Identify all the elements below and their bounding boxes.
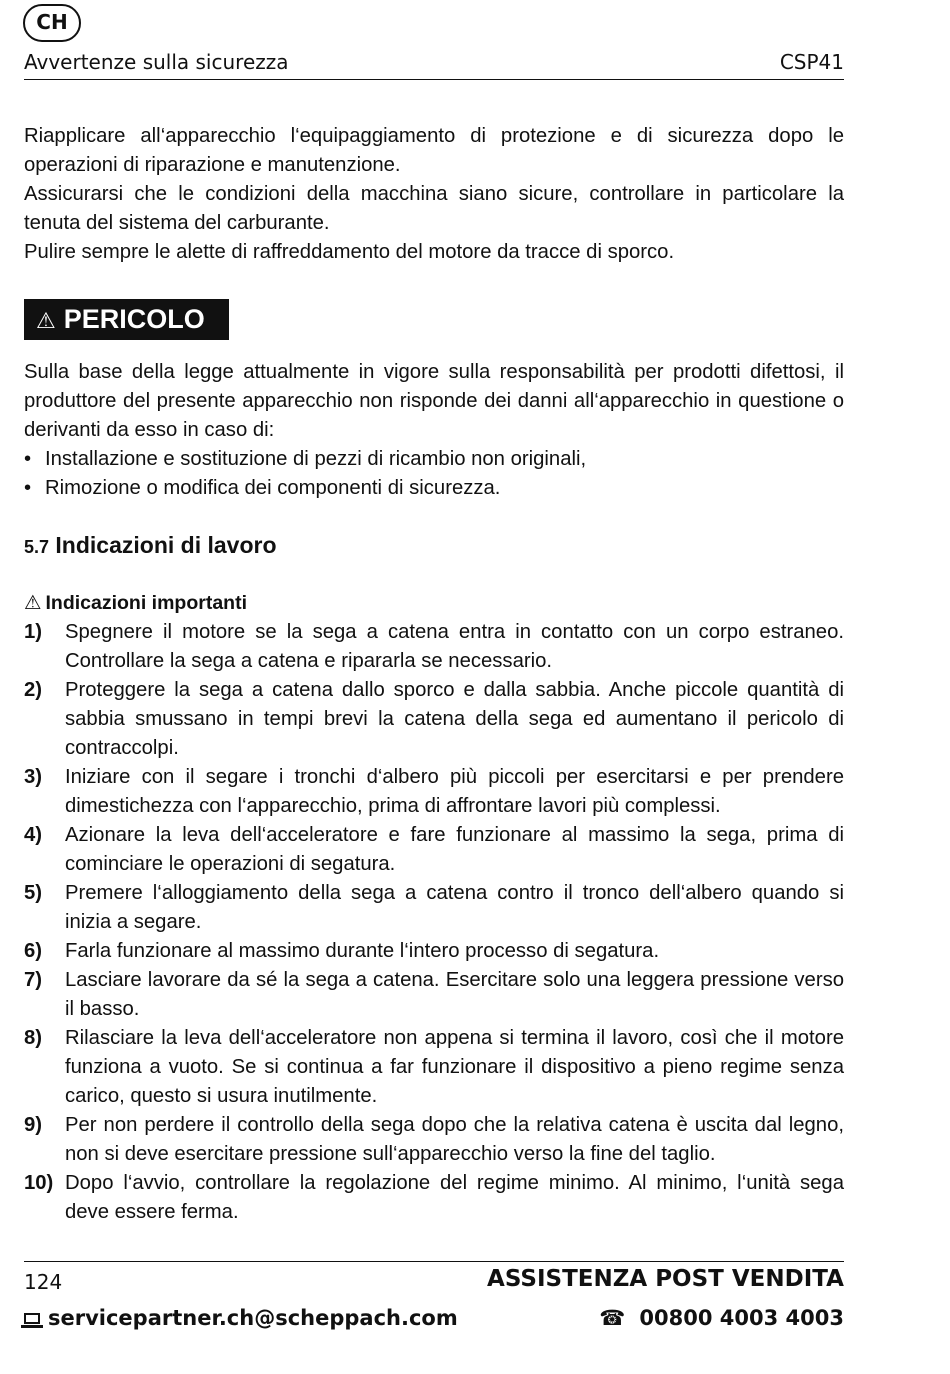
important-title: Indicazioni importanti <box>45 592 247 614</box>
list-item: 6) Farla funzionare al massimo durante l‘intero processo di segatura. <box>24 940 660 962</box>
header-model: CSP41 <box>779 50 844 74</box>
list-item: 1) Spegnere il motore se la sega a catena entra in contatto con un corpo estraneo. Controllare la sega a catena e ripararla se necessario. <box>24 621 844 672</box>
list-item: • Rimozione o modifica dei componenti di sicurezza. <box>24 477 501 499</box>
section-heading <box>24 531 844 560</box>
instruction-list <box>24 618 844 1227</box>
list-item: 5) Premere l‘alloggiamento della sega a catena contro il tronco dell‘albero quando si inizia a segare. <box>24 882 844 933</box>
email-link[interactable]: servicepartner.ch@scheppach.com <box>48 1306 458 1330</box>
list-item: 10) Dopo l‘avvio, controllare la regolazione del regime minimo. Al minimo, l‘unità sega deve essere ferma. <box>24 1172 844 1223</box>
list-item: 2) Proteggere la sega a catena dallo sporco e dalla sabbia. Anche piccole quantità di sabbia smussano in tempi brevi la catena della sega ed aumentano il pericolo di contraccolpi. <box>24 679 844 759</box>
list-item: 4) Azionare la leva dell‘acceleratore e fare funzionare al massimo la sega, prima di cominciare le operazioni di segatura. <box>24 824 844 875</box>
page-content <box>24 122 844 1227</box>
service-phone <box>599 1306 844 1330</box>
danger-label-text: PERICOLO <box>63 304 205 334</box>
telephone-icon: ☎ <box>599 1306 626 1330</box>
intro-paragraph: Pulire sempre le alette di raffreddamento del motore da tracce di sporco. <box>24 241 675 263</box>
country-badge: CH <box>23 4 81 42</box>
page-number: 124 <box>24 1270 63 1294</box>
intro-paragraph: Assicurarsi che le condizioni della macchina siano sicure, controllare in particolare la tenuta del sistema del carburante. <box>24 183 844 234</box>
service-title: ASSISTENZA POST VENDITA <box>487 1266 844 1292</box>
phone-number: 00800 4003 4003 <box>639 1306 844 1330</box>
section-title: Indicazioni di lavoro <box>55 532 277 558</box>
important-heading <box>24 589 844 618</box>
danger-bullet-list <box>24 445 844 503</box>
warning-triangle-icon: ⚠ <box>24 592 42 614</box>
header-divider <box>24 79 844 80</box>
list-item: 7) Lasciare lavorare da sé la sega a catena. Esercitare solo una leggera pressione verso il basso. <box>24 969 844 1020</box>
list-item: 9) Per non perdere il controllo della sega dopo che la relativa catena è uscita dal legno, non si deve esercitare pressione sull‘apparecchio verso la fine del taglio. <box>24 1114 844 1165</box>
list-item: • Installazione e sostituzione di pezzi di ricambio non originali, <box>24 448 587 470</box>
footer-divider <box>24 1261 844 1262</box>
warning-triangle-icon: ⚠ <box>36 308 56 333</box>
section-number: 5.7 <box>24 537 50 557</box>
header-section-title: Avvertenze sulla sicurezza <box>24 50 289 74</box>
laptop-icon <box>24 1313 40 1324</box>
list-item: 8) Rilasciare la leva dell‘acceleratore non appena si termina il lavoro, così che il motore funziona a vuoto. Se si continua a far funzionare il dispositivo a pieno regime senza carico, questo si usura inutilmente. <box>24 1027 844 1107</box>
list-item: 3) Iniziare con il segare i tronchi d‘albero più piccoli per esercitarsi e per prendere dimestichezza con l‘apparecchio, prima di affrontare lavori più complessi. <box>24 766 844 817</box>
danger-label <box>24 299 229 340</box>
intro-paragraph: Riapplicare all‘apparecchio l‘equipaggiamento di protezione e di sicurezza dopo le operazioni di riparazione e manutenzione. <box>24 125 844 176</box>
danger-paragraph: Sulla base della legge attualmente in vigore sulla responsabilità per prodotti difettosi, il produttore del presente apparecchio non risponde dei danni all‘apparecchio in questione o derivanti da esso in caso di: <box>24 361 844 441</box>
service-email <box>24 1306 458 1330</box>
